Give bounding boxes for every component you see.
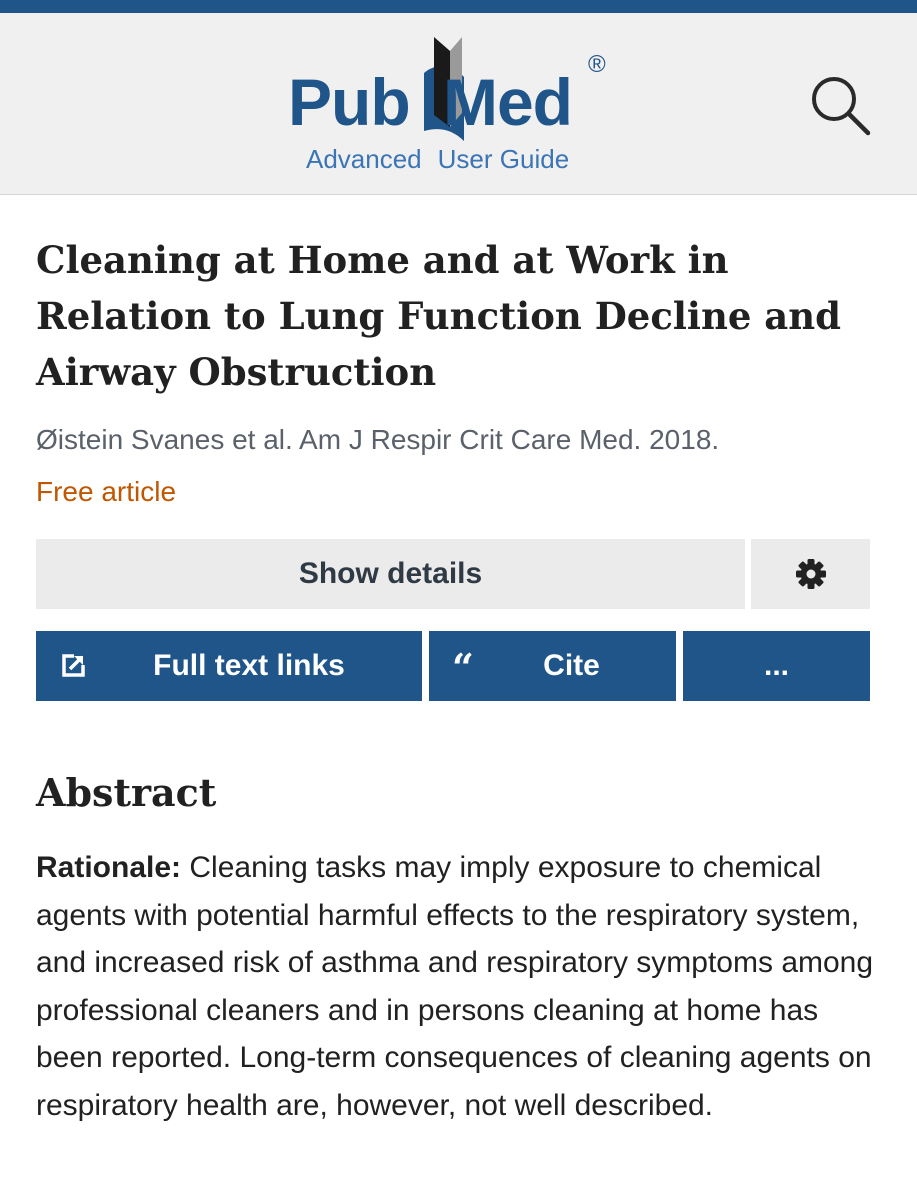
site-header xyxy=(0,13,917,195)
abstract-rationale xyxy=(36,844,891,1129)
full-text-links-label: Full text links xyxy=(153,649,345,682)
quote-icon: “ xyxy=(452,645,474,690)
settings-button[interactable] xyxy=(751,539,870,609)
full-text-links-button[interactable] xyxy=(36,631,422,701)
gear-icon xyxy=(794,557,828,591)
logo-text-med: Med xyxy=(443,65,572,139)
show-details-button[interactable]: Show details xyxy=(36,539,745,609)
cite-label: Cite xyxy=(543,649,600,682)
header-links xyxy=(306,144,585,174)
article-citation: Øistein Svanes et al. Am J Respir Crit Care Med. 2018. xyxy=(36,424,720,455)
search-button[interactable] xyxy=(808,73,874,139)
more-actions-button[interactable]: ... xyxy=(683,631,870,701)
article-title: Cleaning at Home and at Work in Relation to Lung Function Decline and Airway Obstruction xyxy=(36,238,842,394)
registered-mark: ® xyxy=(588,51,606,78)
cite-button[interactable] xyxy=(429,631,676,701)
top-accent-bar xyxy=(0,0,917,13)
pubmed-logo[interactable] xyxy=(286,33,626,143)
search-icon xyxy=(808,73,874,139)
logo-text-pub: Pub xyxy=(288,65,410,139)
external-link-icon xyxy=(60,653,86,679)
rationale-text: Cleaning tasks may imply exposure to chemical agents with potential harmful effects to the respiratory system, and increased risk of asthma and respiratory symptoms among professional cleaners and in persons cleaning at home has been reported. Long-term consequences of cleaning agents on respiratory health are, however, not well described. xyxy=(36,851,874,1122)
abstract-heading: Abstract xyxy=(36,770,217,815)
rationale-label: Rationale: xyxy=(36,851,182,884)
user-guide-link[interactable]: User Guide xyxy=(437,144,570,174)
free-article-label: Free article xyxy=(36,476,177,507)
advanced-link[interactable]: Advanced xyxy=(306,144,422,174)
